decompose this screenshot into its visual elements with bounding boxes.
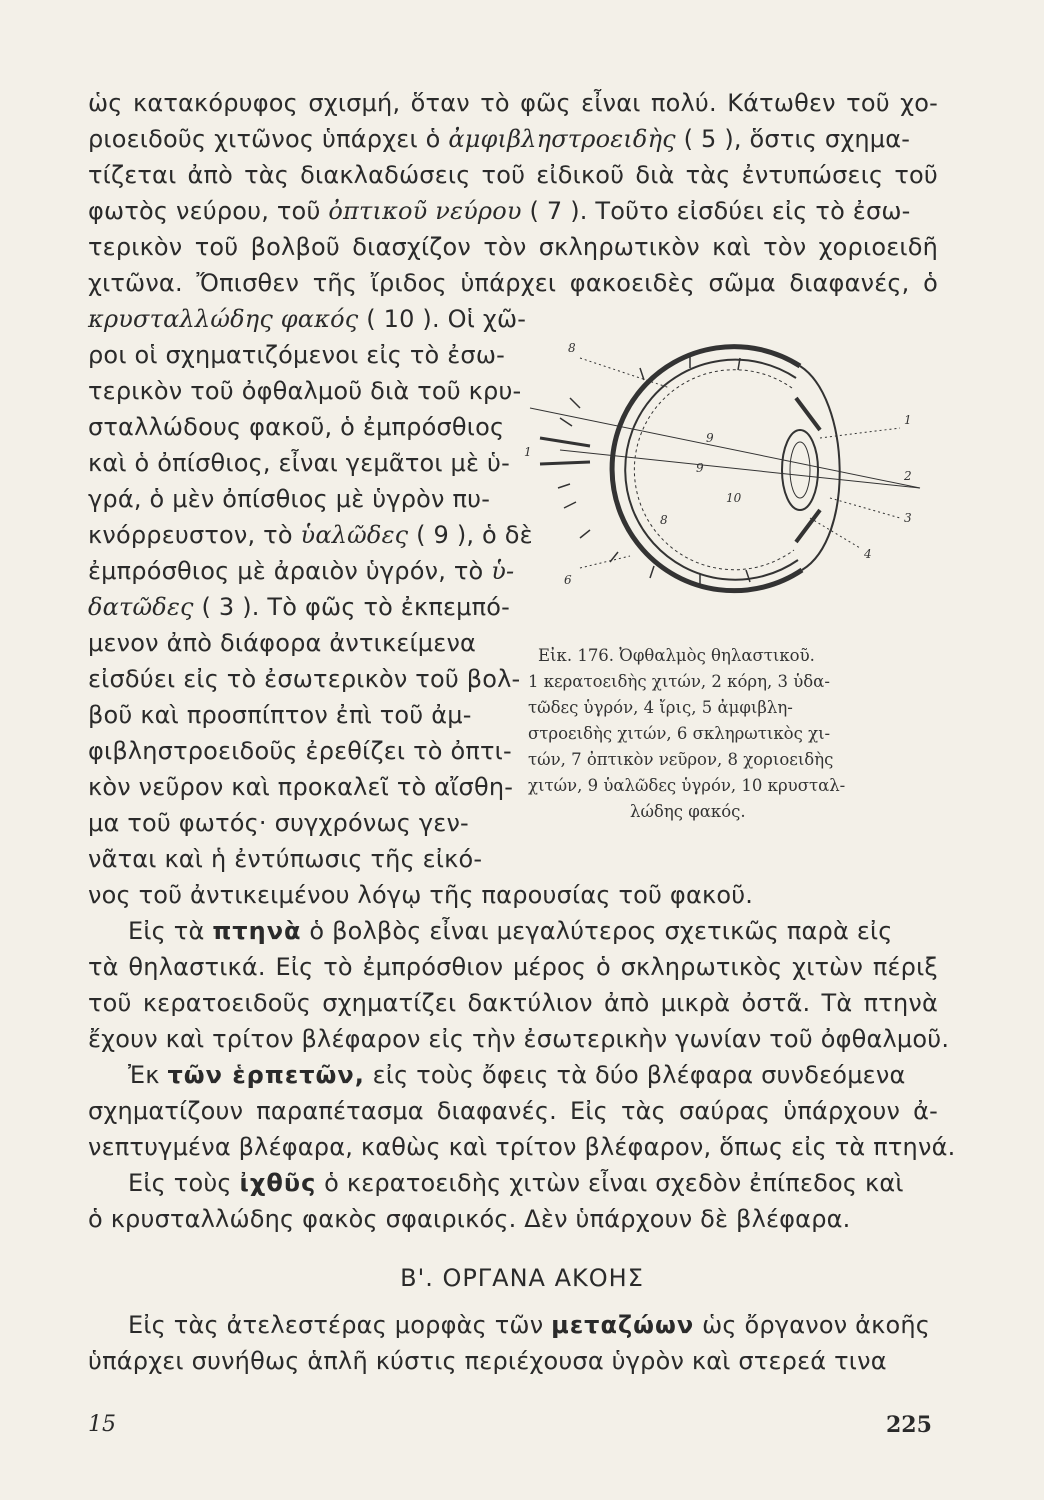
text-line: χιτῶνα. Ὄπισθεν τῆς ἴριδος ὑπάρχει φακοειδὲς σῶμα διαφανές, ὁ: [88, 269, 938, 297]
page-number: 225: [886, 1412, 932, 1438]
term-lens: κρυσταλλώδης φακός: [88, 305, 359, 333]
cornea: [800, 366, 840, 570]
figure-label: 2: [904, 469, 912, 483]
text-line: ὁ κρυσταλλώδης φακὸς σφαιρικός. Δὲν ὑπάρχουν δὲ βλέφαρα.: [88, 1205, 851, 1233]
text-line: [88, 592, 510, 622]
term-fish: ἰχθῦς: [239, 1169, 317, 1197]
figure-label: 10: [726, 491, 742, 505]
term-aqueous: δατῶδες: [88, 593, 194, 621]
sclera-outline: [612, 347, 802, 591]
text-line: βοῦ καὶ προσπίπτον ἐπὶ τοῦ ἀμ-: [88, 701, 472, 729]
eye-diagram: [520, 338, 930, 600]
figure-label: 3: [904, 511, 912, 525]
leader-line: [820, 428, 900, 438]
text-line: εἰσδύει εἰς τὸ ἐσωτερικὸν τοῦ βολ-: [88, 665, 521, 693]
text-line: μα τοῦ φωτός· συγχρόνως γεν-: [88, 809, 469, 837]
figure-label: 9: [706, 431, 714, 445]
term-reptiles: τῶν ἑρπετῶν,: [167, 1061, 365, 1089]
text-line: καὶ ὁ ὀπίσθιος, εἶναι γεμᾶτοι μὲ ὑ-: [88, 449, 510, 477]
text-fragment: ( 9 ), ὁ δὲ: [408, 521, 533, 549]
text-fragment: ( 5 ), ὅστις σχημα-: [675, 125, 911, 153]
text-line: [88, 556, 514, 586]
text-line: [128, 1060, 905, 1090]
text-line: [88, 520, 533, 550]
term-optic-nerve: ὀπτικοῦ νεύρου: [328, 197, 522, 225]
text-fragment: ὁ κερατοειδὴς χιτὼν εἶναι σχεδὸν ἐπίπεδος καὶ: [316, 1169, 904, 1197]
text-line: τερικὸν τοῦ βολβοῦ διασχίζον τὸν σκληρωτικὸν καὶ τὸν χοριοειδῆ: [88, 233, 938, 261]
text-line: ὑπάρχει συνήθως ἁπλῆ κύστις περιέχουσα ὑγρὸν καὶ στερεά τινα: [88, 1347, 887, 1375]
text-fragment: ( 7 ). Τοῦτο εἰσδύει εἰς τὸ ἐσω-: [521, 197, 911, 225]
iris: [796, 398, 820, 542]
text-line: σταλλώδους φακοῦ, ὁ ἐμπρόσθιος: [88, 413, 505, 441]
text-fragment: ριοειδοῦς χιτῶνος ὑπάρχει ὁ: [88, 125, 449, 153]
text-line: [88, 304, 526, 334]
leader-line: [830, 498, 900, 518]
figure-label: 8: [568, 341, 576, 355]
text-line: ροι οἱ σχηματιζόμενοι εἰς τὸ ἐσω-: [88, 341, 505, 369]
term-vitreous: ὑαλῶδες: [300, 521, 409, 549]
text-fragment: φωτὸς νεύρου, τοῦ: [88, 197, 329, 225]
figure-caption-line: 1 κερατοειδὴς χιτών, 2 κόρη, 3 ὑδα-: [528, 672, 830, 691]
light-ray: [530, 408, 920, 488]
text-line: γρά, ὁ μὲν ὀπίσθιος μὲ ὑγρὸν πυ-: [88, 485, 491, 513]
text-line: ἔχουν καὶ τρίτον βλέφαρον εἰς τὴν ἐσωτερικὴν γωνίαν τοῦ ὀφθαλμοῦ.: [88, 1025, 950, 1053]
section-heading: Β'. ΟΡΓΑΝΑ ΑΚΟΗΣ: [400, 1264, 644, 1292]
text-line: [88, 196, 911, 226]
text-line: [128, 916, 893, 946]
figure-label: 8: [660, 513, 668, 527]
text-line: [128, 1168, 904, 1198]
figure-label: 1: [904, 413, 912, 427]
term-aqueous-part: ὑ-: [491, 557, 515, 585]
text-fragment: κνόρρευστον, τὸ: [88, 521, 301, 549]
figure-caption-title: Εἰκ. 176. Ὀφθαλμὸς θηλαστικοῦ.: [538, 646, 815, 665]
text-line: τερικὸν τοῦ ὀφθαλμοῦ διὰ τοῦ κρυ-: [88, 377, 522, 405]
retina-outline: [634, 370, 794, 570]
text-line: σχηματίζουν παραπέτασμα διαφανές. Εἰς τὰς σαύρας ὑπάρχουν ἀ-: [88, 1097, 938, 1125]
text-line: τίζεται ἀπὸ τὰς διακλαδώσεις τοῦ εἰδικοῦ διὰ τὰς ἐντυπώσεις τοῦ: [88, 161, 938, 189]
term-metazoa: μεταζώων: [551, 1311, 695, 1339]
text-line: [128, 1310, 930, 1340]
choroid-outline: [625, 360, 798, 580]
figure-label: 4: [864, 547, 872, 561]
figure-caption-line: χιτών, 9 ὑαλῶδες ὑγρόν, 10 κρυσταλ-: [528, 776, 846, 795]
text-line: [88, 124, 910, 154]
text-line: τὰ θηλαστικά. Εἰς τὸ ἐμπρόσθιον μέρος ὁ σκληρωτικὸς χιτὼν πέριξ: [88, 953, 938, 981]
figure-caption-line: τῶδες ὑγρόν, 4 ἴρις, 5 ἀμφιβλη-: [528, 698, 793, 717]
lens-core: [790, 442, 810, 498]
text-line: νος τοῦ ἀντικειμένου λόγῳ τῆς παρουσίας τοῦ φακοῦ.: [88, 881, 754, 909]
term-retina: ἀμφιβληστροειδὴς: [448, 125, 676, 153]
signature-mark: 15: [88, 1412, 116, 1437]
text-fragment: Εἰς τὰς ἀτελεστέρας μορφὰς τῶν: [128, 1311, 552, 1339]
text-fragment: Εἰς τὰ: [128, 917, 213, 945]
sclera-hatching: [558, 356, 750, 586]
text-fragment: ( 3 ). Τὸ φῶς τὸ ἐκπεμπό-: [193, 593, 511, 621]
text-fragment: Ἐκ: [128, 1061, 168, 1089]
leader-line: [810, 518, 860, 548]
text-fragment: ἐμπρόσθιος μὲ ἀραιὸν ὑγρόν, τὸ: [88, 557, 492, 585]
figure-label: 9: [696, 461, 704, 475]
text-line: κὸν νεῦρον καὶ προκαλεῖ τὸ αἴσθη-: [88, 773, 514, 801]
text-line: ὡς κατακόρυφος σχισμή, ὅταν τὸ φῶς εἶναι πολύ. Κάτωθεν τοῦ χο-: [88, 89, 938, 117]
text-fragment: ( 10 ). Οἱ χῶ-: [358, 305, 527, 333]
text-fragment: Εἰς τοὺς: [128, 1169, 240, 1197]
figure-caption-line: στροειδὴς χιτών, 6 σκληρωτικὸς χι-: [528, 724, 831, 743]
figure-caption-line: λώδης φακός.: [630, 802, 746, 821]
text-line: μενον ἀπὸ διάφορα ἀντικείμενα: [88, 629, 477, 657]
text-line: τοῦ κερατοειδοῦς σχηματίζει δακτύλιον ἀπὸ μικρὰ ὀστᾶ. Τὰ πτηνὰ: [88, 989, 938, 1017]
text-line: φιβληστροειδοῦς ἐρεθίζει τὸ ὀπτι-: [88, 737, 512, 765]
figure-label: 1: [524, 445, 532, 459]
text-fragment: ὡς ὄργανον ἀκοῆς: [694, 1311, 931, 1339]
figure-label: 6: [564, 573, 572, 587]
text-fragment: εἰς τοὺς ὄφεις τὰ δύο βλέφαρα συνδεόμενα: [364, 1061, 906, 1089]
text-line: νᾶται καὶ ἡ ἐντύπωσις τῆς εἰκό-: [88, 845, 483, 873]
leader-line: [580, 556, 630, 568]
term-birds: πτηνὰ: [212, 917, 302, 945]
text-line: νεπτυγμένα βλέφαρα, καθὼς καὶ τρίτον βλέφαρον, ὅπως εἰς τὰ πτηνά.: [88, 1133, 956, 1161]
text-fragment: ὁ βολβὸς εἶναι μεγαλύτερος σχετικῶς παρὰ εἰς: [301, 917, 893, 945]
figure-caption-line: τών, 7 ὀπτικὸν νεῦρον, 8 χοριοειδὴς: [528, 750, 834, 769]
